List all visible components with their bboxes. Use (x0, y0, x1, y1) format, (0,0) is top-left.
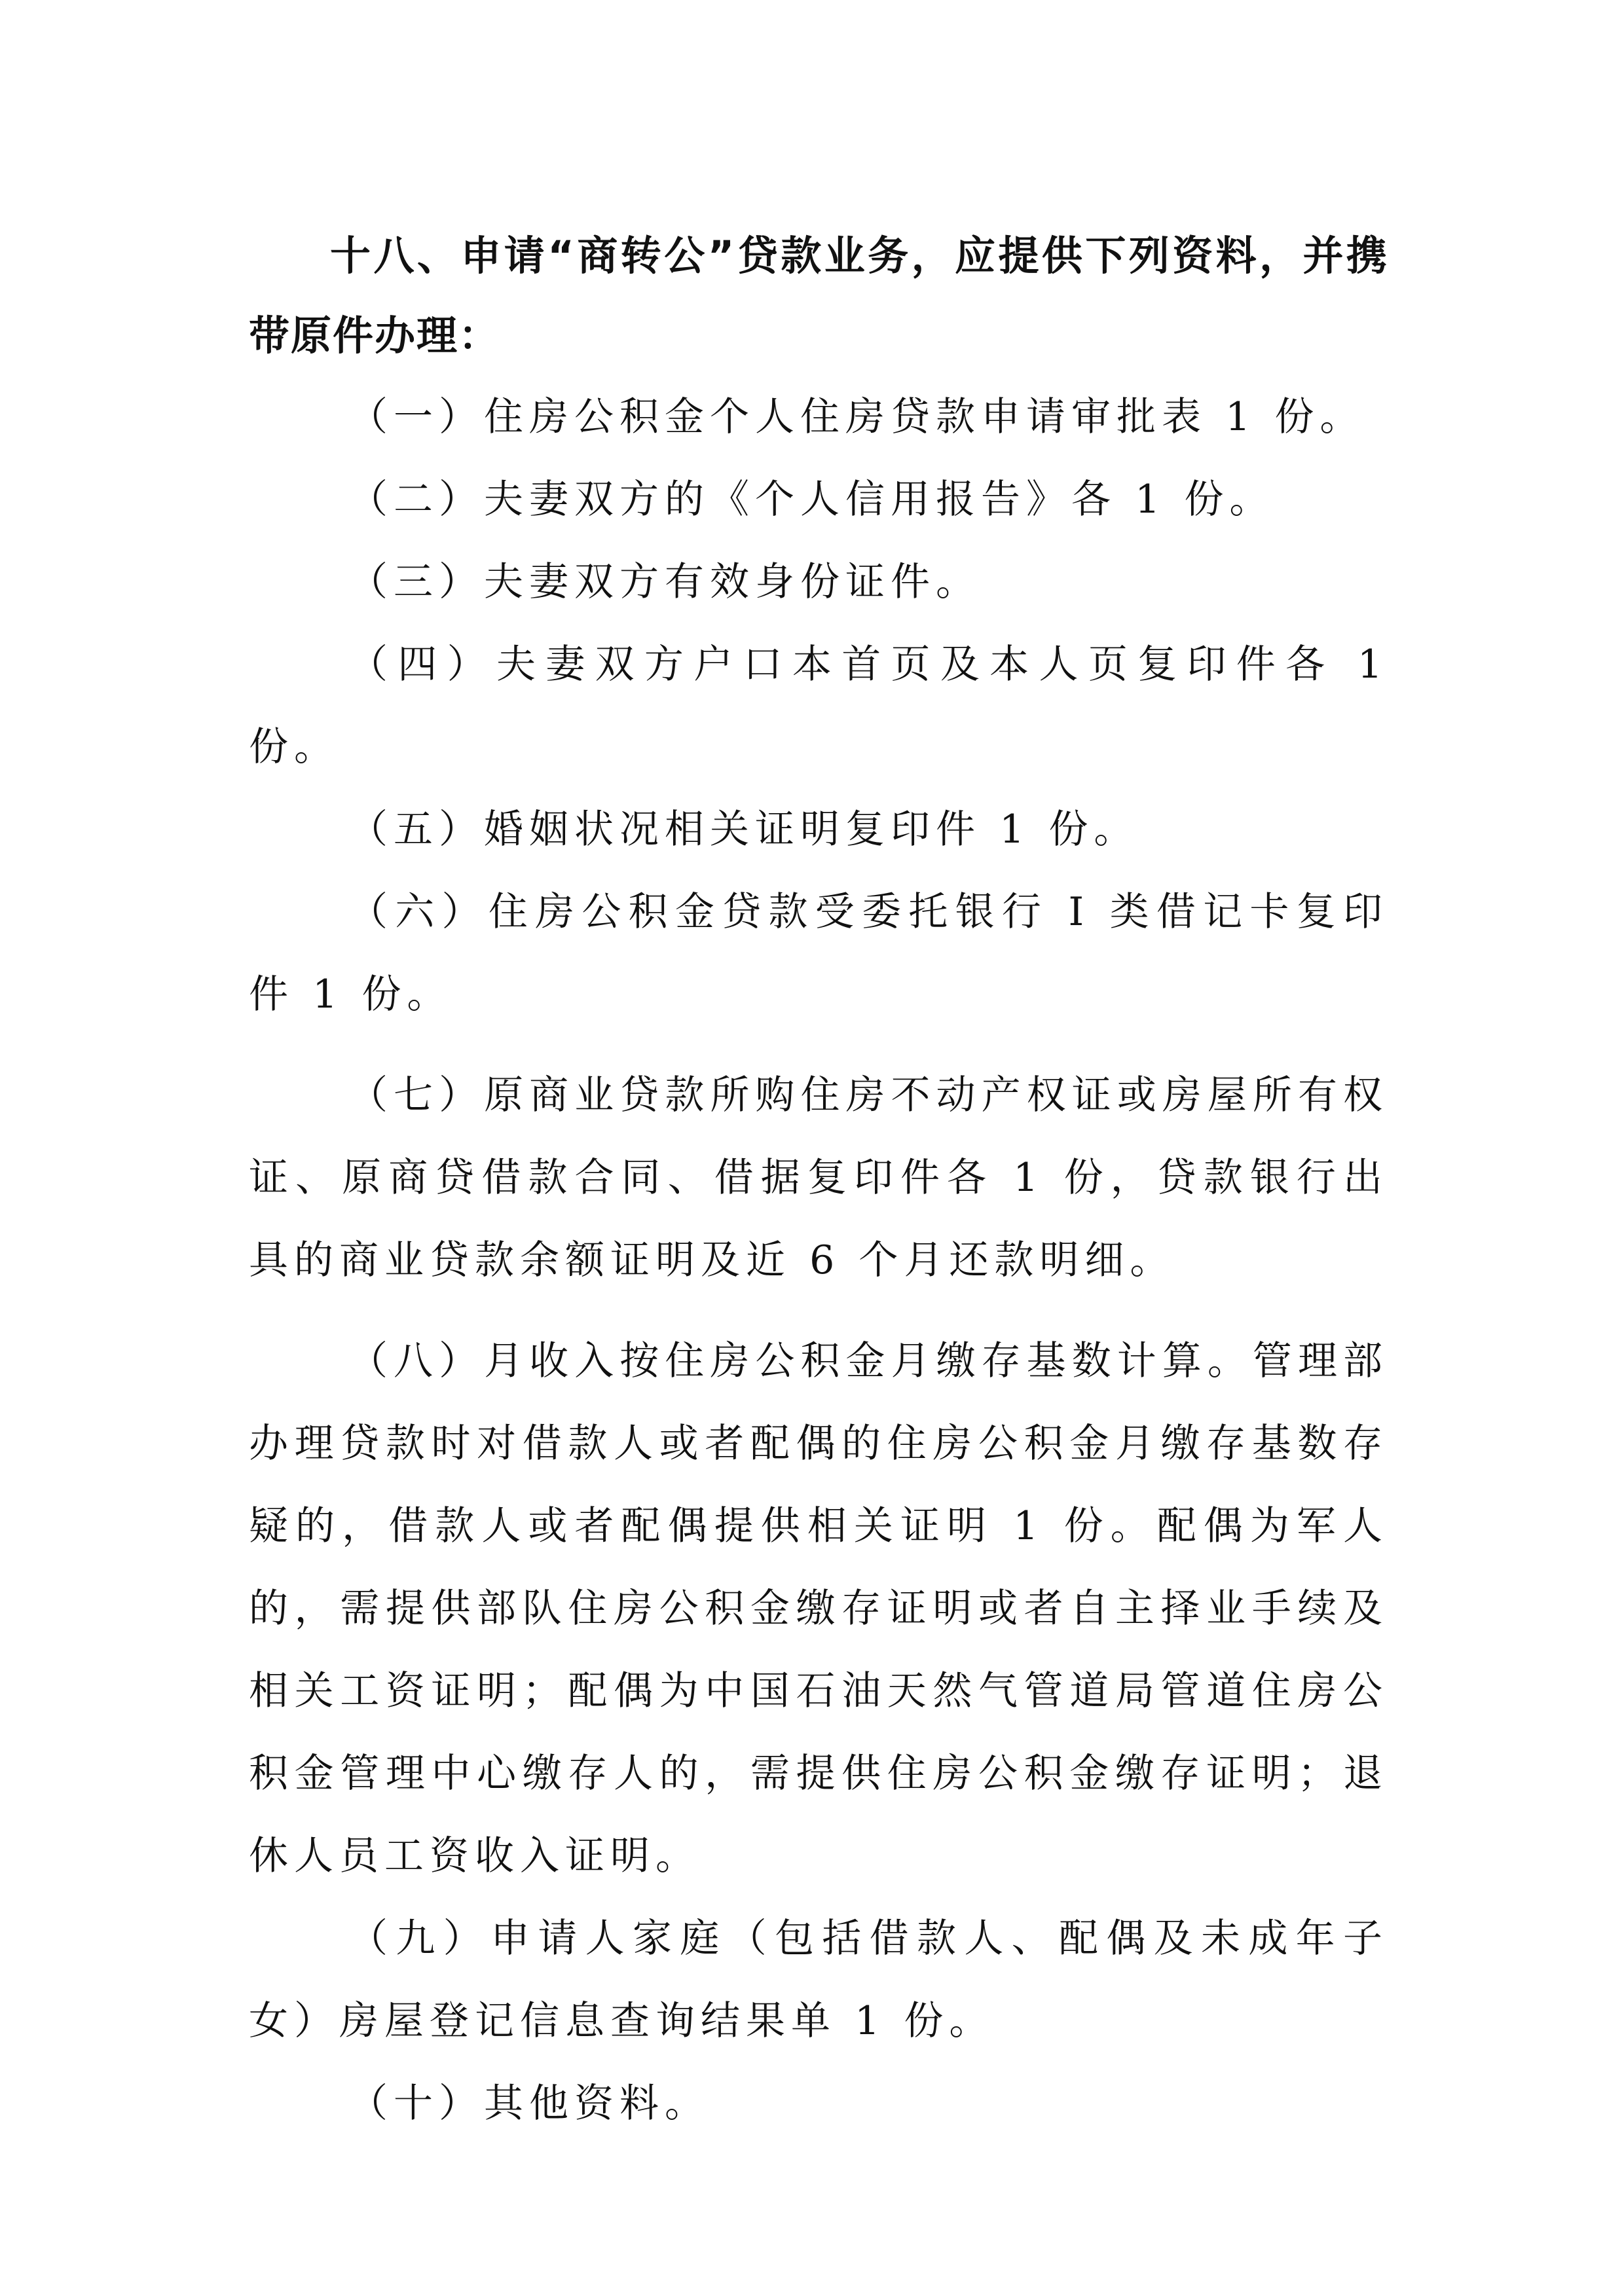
list-item-6: （六）住房公积金贷款受委托银行 I 类借记卡复印件 1 份。 (249, 889, 1388, 1017)
list-item-2: （二）夫妻双方的《个人信用报告》各 1 份。 (348, 477, 1275, 522)
list-item-8: （八）月收入按住房公积金月缴存基数计算。管理部办理贷款时对借款人或者配偶的住房公积金月缴存基数存疑的，借款人或者配偶提供相关证明 1 份。配偶为军人的，需提供部队住房公积金缴存证明或者自主择业手续及相关工资证明；配偶为中国石油天然气管道局管道住房公积金管理中心缴存人的，需提供住房公积金缴存证明；退休人员工资收入证明。 (249, 1338, 1388, 1879)
list-item-10: （十）其他资料。 (348, 2081, 710, 2126)
document-body (249, 216, 1388, 2145)
list-item-3: （三）夫妻双方有效身份证件。 (348, 559, 981, 605)
list-item-9: （九）申请人家庭（包括借款人、配偶及未成年子女）房屋登记信息查询结果单 1 份。 (249, 1916, 1388, 2044)
list-item-7: （七）原商业贷款所购住房不动产权证或房屋所有权证、原商贷借款合同、借据复印件各 1 份，贷款银行出具的商业贷款余额证明及近 6 个月还款明细。 (249, 1072, 1388, 1283)
list-item-1: （一）住房公积金个人住房贷款申请审批表 1 份。 (348, 394, 1365, 440)
section-heading: 十八、申请“商转公”贷款业务，应提供下列资料，并携带原件办理： (249, 232, 1388, 359)
list-item-5: （五）婚姻状况相关证明复印件 1 份。 (348, 807, 1139, 852)
list-item-4: （四）夫妻双方户口本首页及本人页复印件各 1 份。 (249, 642, 1388, 770)
